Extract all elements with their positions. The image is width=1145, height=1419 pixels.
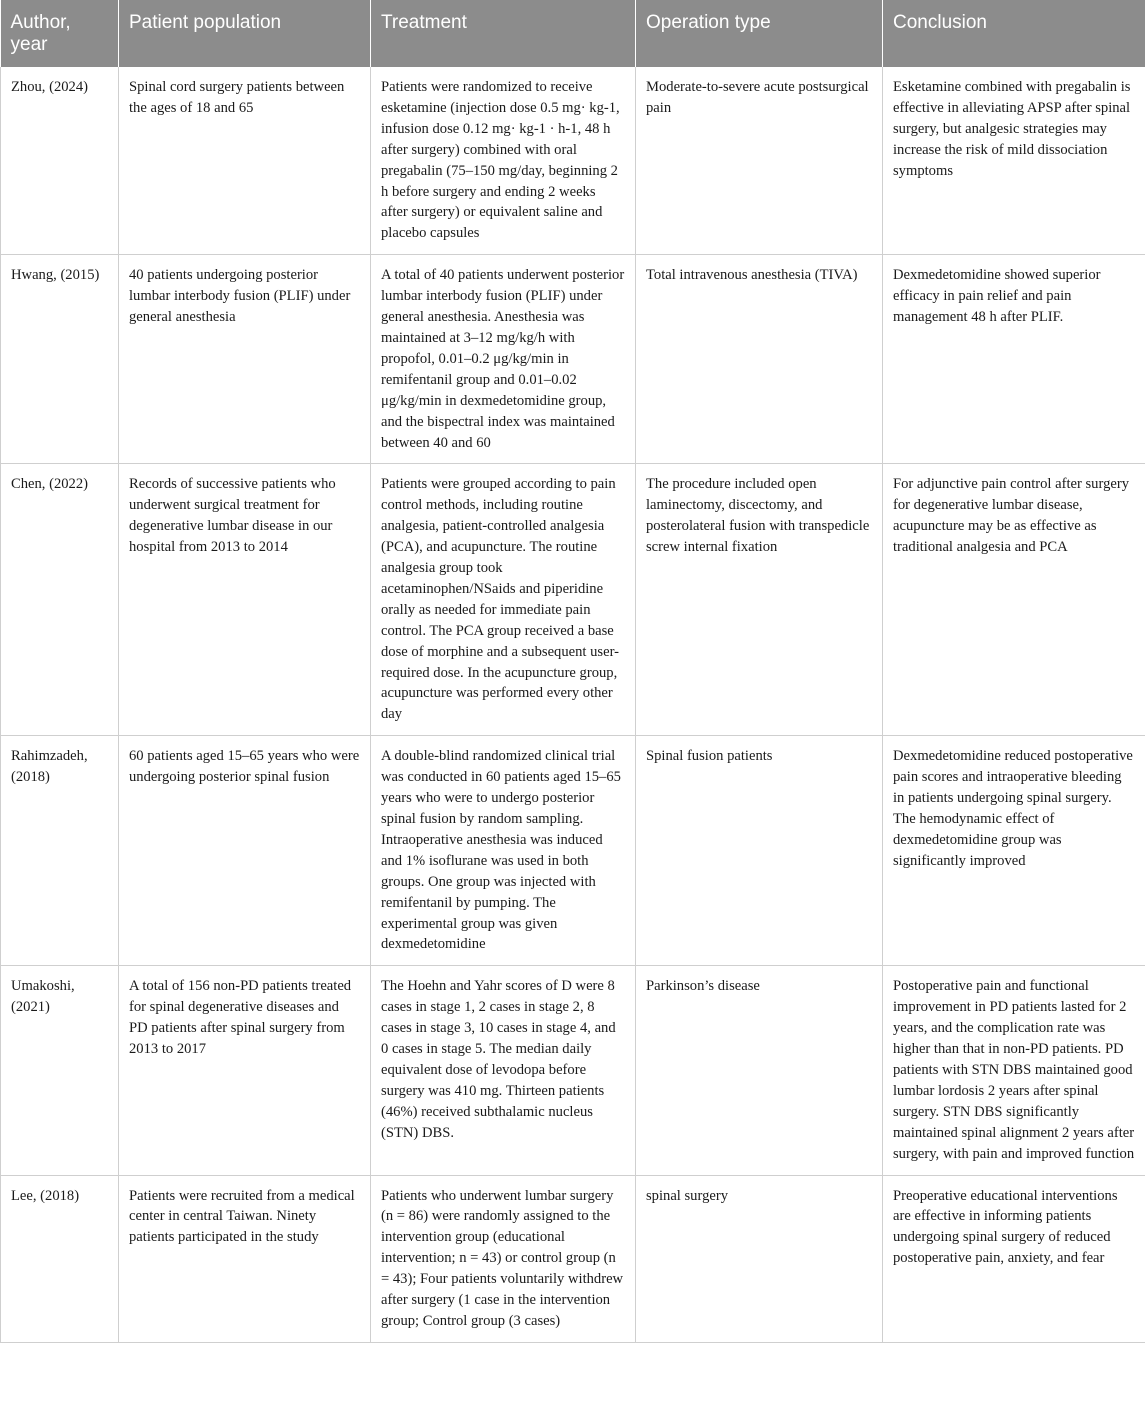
cell-treatment: Patients were randomized to receive esketamine (injection dose 0.5 mg· kg-1, infusion dose 0.12 mg· kg-1 · h-1, 48 h after surgery) combined with oral pregabalin (75–150 mg/day, beginning 2 h before surgery and ending 2 weeks after surgery) or equivalent saline and placebo capsules [371, 67, 636, 255]
table-row [1, 1175, 1145, 1342]
cell-patient-population: Records of successive patients who underwent surgical treatment for degenerative lumbar disease in our hospital from 2013 to 2014 [119, 464, 371, 736]
table-header [1, 0, 1145, 67]
cell-operation-type: Total intravenous anesthesia (TIVA) [636, 255, 883, 464]
cell-patient-population: Spinal cord surgery patients between the ages of 18 and 65 [119, 67, 371, 255]
header-patient-population: Patient population [119, 0, 371, 67]
cell-author-year: Hwang, (2015) [1, 255, 119, 464]
cell-treatment: The Hoehn and Yahr scores of D were 8 cases in stage 1, 2 cases in stage 2, 8 cases in stage 3, 10 cases in stage 4, and 0 cases in stage 5. The median daily equivalent dose of levodopa before surgery was 410 mg. Thirteen patients (46%) received subthalamic nucleus (STN) DBS. [371, 966, 636, 1175]
table-body [1, 67, 1145, 1342]
cell-treatment: Patients were grouped according to pain control methods, including routine analgesia, patient-controlled analgesia (PCA), and acupuncture. The routine analgesia group took acetaminophen/NSaids and piperidine orally as needed for immediate pain control. The PCA group received a base dose of morphine and a subsequent user-required dose. In the acupuncture group, acupuncture was performed every other day [371, 464, 636, 736]
cell-author-year: Umakoshi, (2021) [1, 966, 119, 1175]
cell-conclusion: Postoperative pain and functional improvement in PD patients lasted for 2 years, and the complication rate was higher than that in non-PD patients. PD patients with STN DBS maintained good lumbar lordosis 2 years after spinal surgery. STN DBS significantly maintained spinal alignment 2 years after surgery, with pain and improved function [883, 966, 1145, 1175]
cell-patient-population: 40 patients undergoing posterior lumbar interbody fusion (PLIF) under general anesthesia [119, 255, 371, 464]
header-row [1, 0, 1145, 67]
table-row [1, 255, 1145, 464]
cell-treatment: A total of 40 patients underwent posterior lumbar interbody fusion (PLIF) under general anesthesia. Anesthesia was maintained at 3–12 mg/kg/h with propofol, 0.01–0.2 μg/kg/min in remifentanil group and 0.01–0.02 μg/kg/min in dexmedetomidine group, and the bispectral index was maintained between 40 and 60 [371, 255, 636, 464]
cell-author-year: Chen, (2022) [1, 464, 119, 736]
header-conclusion: Conclusion [883, 0, 1145, 67]
cell-operation-type: Spinal fusion patients [636, 736, 883, 966]
table-row [1, 464, 1145, 736]
table-row [1, 736, 1145, 966]
cell-treatment: Patients who underwent lumbar surgery (n = 86) were randomly assigned to the intervention group (educational intervention; n = 43) or control group (n = 43); Four patients voluntarily withdrew after surgery (1 case in the intervention group; Control group (3 cases) [371, 1175, 636, 1342]
cell-patient-population: 60 patients aged 15–65 years who were undergoing posterior spinal fusion [119, 736, 371, 966]
table-row [1, 67, 1145, 255]
cell-conclusion: Esketamine combined with pregabalin is effective in alleviating APSP after spinal surgery, but analgesic strategies may increase the risk of mild dissociation symptoms [883, 67, 1145, 255]
cell-conclusion: Preoperative educational interventions are effective in informing patients undergoing spinal surgery of reduced postoperative pain, anxiety, and fear [883, 1175, 1145, 1342]
table-row [1, 966, 1145, 1175]
cell-operation-type: spinal surgery [636, 1175, 883, 1342]
cell-author-year: Zhou, (2024) [1, 67, 119, 255]
cell-operation-type: The procedure included open laminectomy, discectomy, and posterolateral fusion with transpedicle screw internal fixation [636, 464, 883, 736]
header-operation-type: Operation type [636, 0, 883, 67]
cell-conclusion: Dexmedetomidine showed superior efficacy in pain relief and pain management 48 h after PLIF. [883, 255, 1145, 464]
cell-operation-type: Moderate-to-severe acute postsurgical pain [636, 67, 883, 255]
cell-conclusion: Dexmedetomidine reduced postoperative pain scores and intraoperative bleeding in patients undergoing spinal surgery. The hemodynamic effect of dexmedetomidine group was significantly improved [883, 736, 1145, 966]
header-treatment: Treatment [371, 0, 636, 67]
cell-patient-population: A total of 156 non-PD patients treated for spinal degenerative diseases and PD patients after spinal surgery from 2013 to 2017 [119, 966, 371, 1175]
cell-patient-population: Patients were recruited from a medical center in central Taiwan. Ninety patients participated in the study [119, 1175, 371, 1342]
cell-author-year: Rahimzadeh, (2018) [1, 736, 119, 966]
cell-treatment: A double-blind randomized clinical trial was conducted in 60 patients aged 15–65 years who were to undergo posterior spinal fusion by random sampling. Intraoperative anesthesia was induced and 1% isoflurane was used in both groups. One group was injected with remifentanil by pumping. The experimental group was given dexmedetomidine [371, 736, 636, 966]
cell-operation-type: Parkinson’s disease [636, 966, 883, 1175]
cell-author-year: Lee, (2018) [1, 1175, 119, 1342]
cell-conclusion: For adjunctive pain control after surgery for degenerative lumbar disease, acupuncture may be as effective as traditional analgesia and PCA [883, 464, 1145, 736]
header-author-year: Author, year [1, 0, 119, 67]
